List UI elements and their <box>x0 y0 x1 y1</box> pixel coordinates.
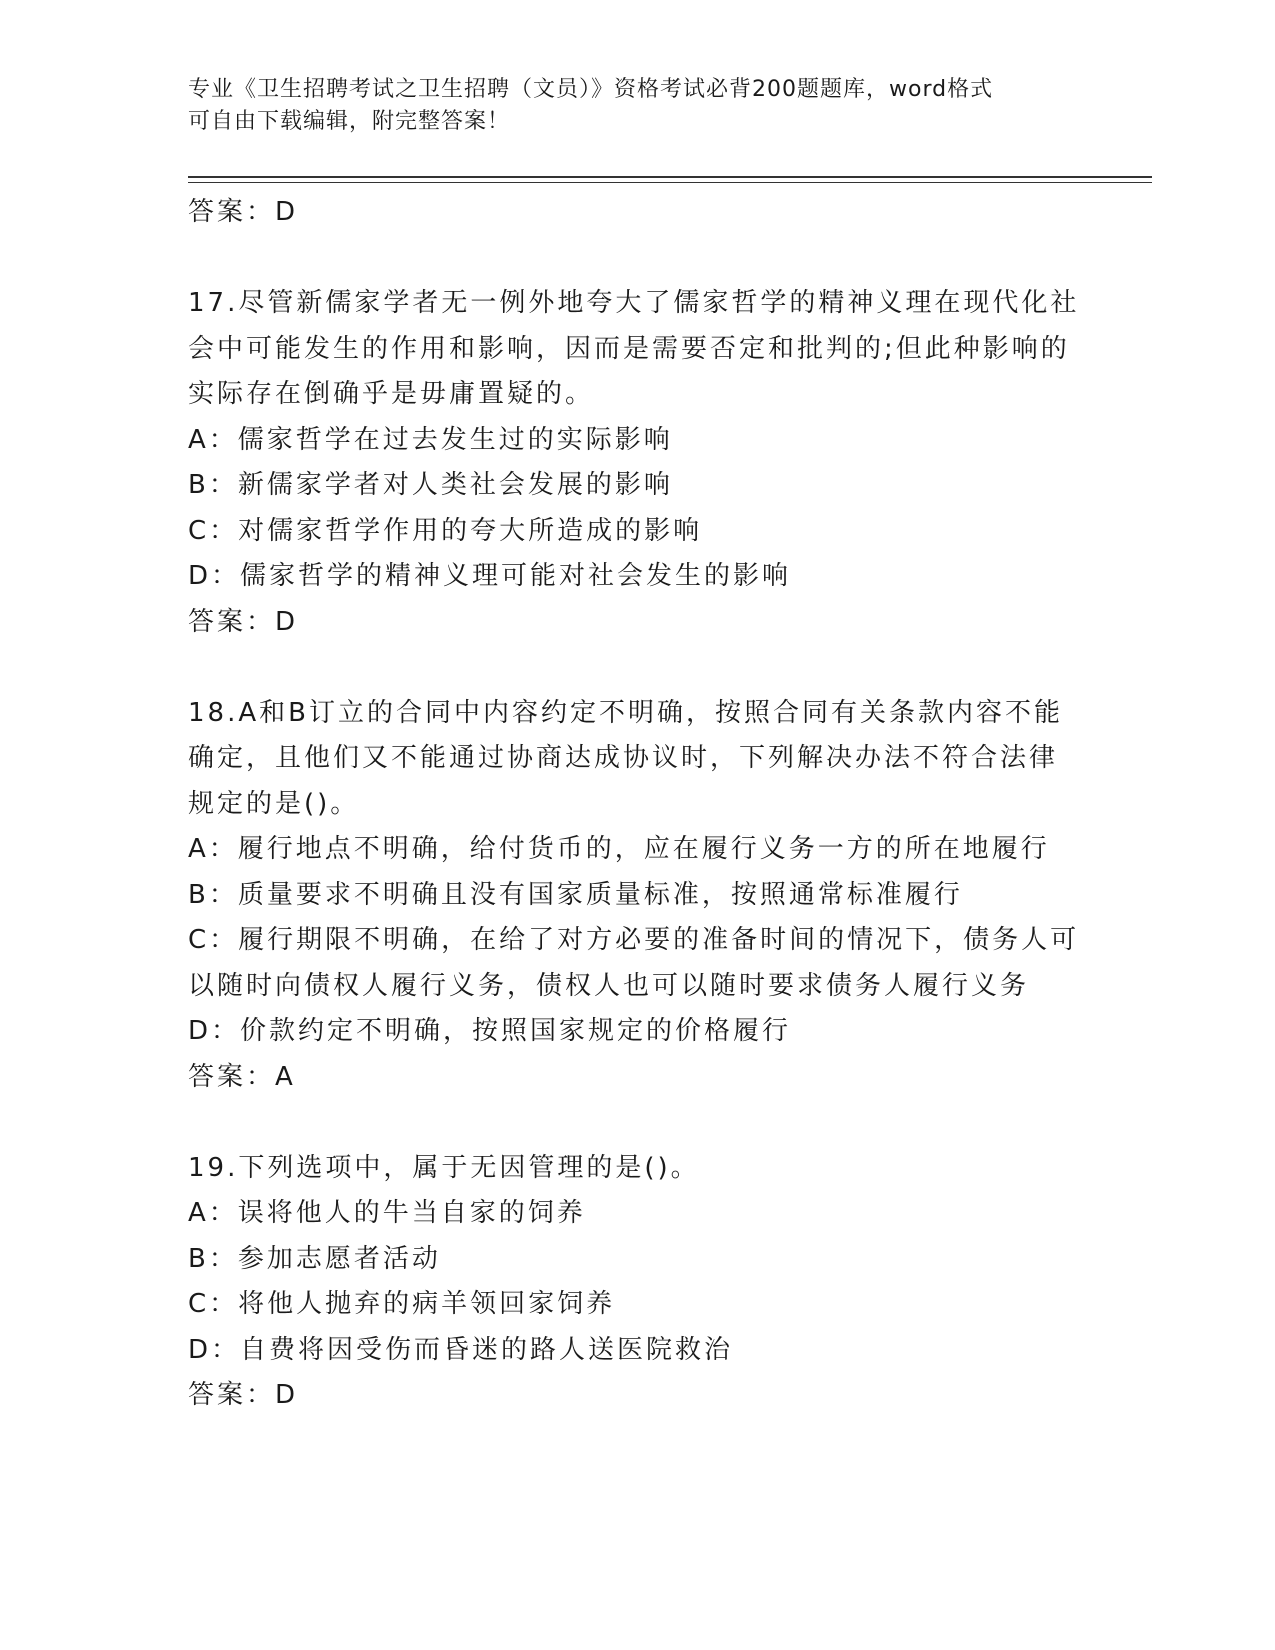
question-stem-line: 18.A和B订立的合同中内容约定不明确，按照合同有关条款内容不能 <box>188 697 1063 728</box>
option-d: D：儒家哲学的精神义理可能对社会发生的影响 <box>188 561 792 591</box>
answer: 答案：A <box>188 1061 296 1092</box>
question-stem-line: 确定，且他们又不能通过协商达成协议时，下列解决办法不符合法律 <box>188 743 1059 773</box>
header-line-2: 可自由下载编辑，附完整答案！ <box>188 109 511 134</box>
question-stem-line: 实际存在倒确乎是毋庸置疑的。 <box>188 379 595 409</box>
option-a: A：履行地点不明确，给付货币的，应在履行义务一方的所在地履行 <box>188 834 1050 864</box>
document-header <box>188 74 1068 138</box>
option-a: A：误将他人的牛当自家的饲养 <box>188 1198 586 1228</box>
option-c: C：履行期限不明确，在给了对方必要的准备时间的情况下，债务人可 <box>188 925 1080 955</box>
option-b: B：参加志愿者活动 <box>188 1243 441 1274</box>
option-a: A：儒家哲学在过去发生过的实际影响 <box>188 424 673 455</box>
question-stem-line: 会中可能发生的作用和影响，因而是需要否定和批判的;但此种影响的 <box>188 333 1070 364</box>
question-list <box>188 190 1088 1419</box>
option-b: B：新儒家学者对人类社会发展的影响 <box>188 470 673 500</box>
question-17 <box>188 281 1088 645</box>
option-b: B：质量要求不明确且没有国家质量标准，按照通常标准履行 <box>188 879 963 910</box>
question-stem-line: 规定的是()。 <box>188 788 360 819</box>
question-stem-line: 19.下列选项中，属于无因管理的是()。 <box>188 1152 700 1183</box>
option-c: C：对儒家哲学作用的夸大所造成的影响 <box>188 515 703 546</box>
option-c-continued: 以随时向债权人履行义务，债权人也可以随时要求债务人履行义务 <box>188 970 1030 1001</box>
answer: 答案：D <box>188 1380 299 1410</box>
option-d: D：自费将因受伤而昏迷的路人送医院救治 <box>188 1334 734 1365</box>
previous-answer: 答案：D <box>188 197 299 227</box>
header-rule-thin <box>188 182 1152 183</box>
header-rule <box>188 176 1152 178</box>
question-18 <box>188 691 1088 1101</box>
option-d: D：价款约定不明确，按照国家规定的价格履行 <box>188 1016 792 1046</box>
header-line-1: 专业《卫生招聘考试之卫生招聘（文员）》资格考试必背200题题库，word格式 <box>188 77 994 102</box>
question-stem-line: 17.尽管新儒家学者无一例外地夸大了儒家哲学的精神义理在现代化社 <box>188 288 1080 318</box>
question-19 <box>188 1146 1088 1419</box>
answer: 答案：D <box>188 606 299 637</box>
option-c: C：将他人抛弃的病羊领回家饲养 <box>188 1289 616 1319</box>
